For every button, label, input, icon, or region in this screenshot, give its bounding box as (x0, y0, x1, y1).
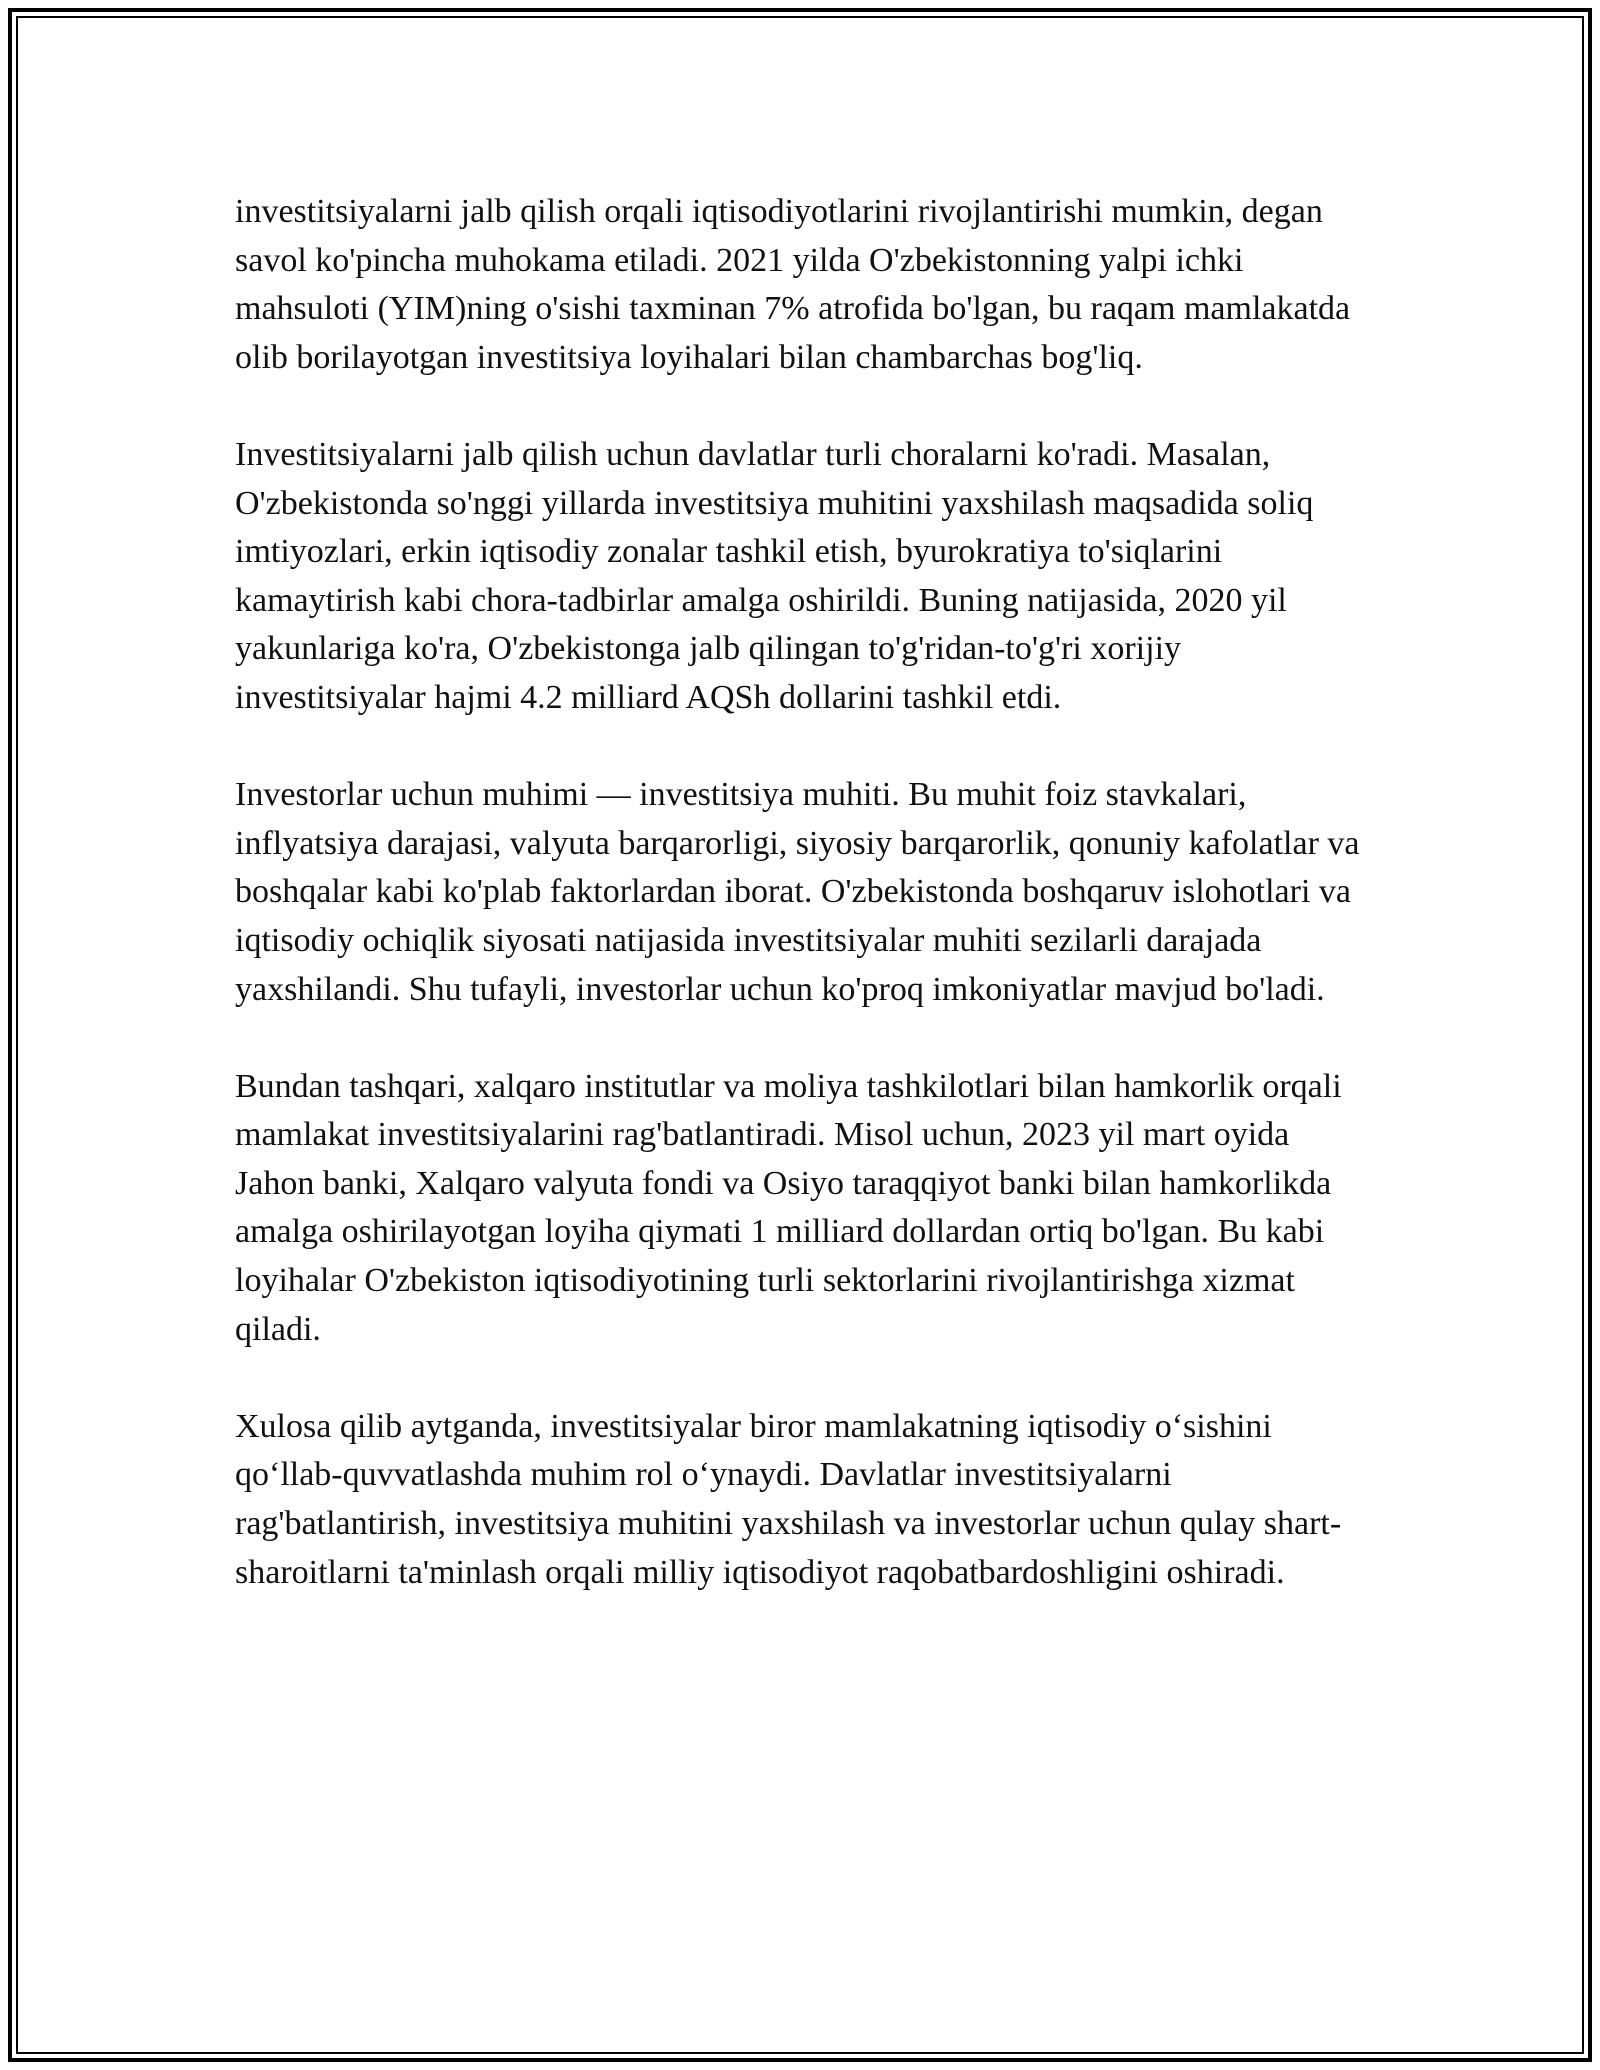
paragraph-4: Bundan tashqari, xalqaro institutlar va moliya tashkilotlari bilan hamkorlik orqali mamlakat investitsiyalarini rag'batlantiradi. Misol uchun, 2023 yil mart oyida Jahon banki, Xalqaro valyuta fondi va Osiyo taraqqiyot banki bilan hamkorlikda amalga oshirilayotgan loyiha qiymati 1 milliard dollardan ortiq bo'lgan. Bu kabi loyihalar O'zbekiston iqtisodiyotining turli sektorlarini rivojlantirishga xizmat qiladi. (235, 1067, 1342, 1348)
paragraph-2: Investitsiyalarni jalb qilish uchun davlatlar turli choralarni ko'radi. Masalan, O'zbekistonda so'nggi yillarda investitsiya muhitini yaxshilash maqsadida soliq imtiyozlari, erkin iqtisodiy zonalar tashkil etish, byurokratiya to'siqlarini kamaytirish kabi chora-tadbirlar amalga oshirildi. Buning natijasida, 2020 yil yakunlariga ko'ra, O'zbekistonga jalb qilingan to'g'ridan-to'g'ri xorijiy investitsiyalar hajmi 4.2 milliard AQSh dollarini tashkil etdi. (235, 435, 1314, 716)
document-body (235, 188, 1370, 1646)
paragraph-1: investitsiyalarni jalb qilish orqali iqtisodiyotlarini rivojlantirishi mumkin, degan savol ko'pincha muhokama etiladi. 2021 yilda O'zbekistonning yalpi ichki mahsuloti (YIM)ning o'sishi taxminan 7% atrofida bo'lgan, bu raqam mamlakatda olib borilayotgan investitsiya loyihalari bilan chambarchas bog'liq. (235, 193, 1351, 376)
paragraph-5: Xulosa qilib aytganda, investitsiyalar biror mamlakatning iqtisodiy o‘sishini qo‘llab-quvvatlashda muhim rol o‘ynaydi. Davlatlar investitsiyalarni rag'batlantirish, investitsiya muhitini yaxshilash va investorlar uchun qulay shart-sharoitlarni ta'minlash orqali milliy iqtisodiyot raqobatbardoshligini oshiradi. (235, 1407, 1342, 1591)
paragraph-3: Investorlar uchun muhimi — investitsiya muhiti. Bu muhit foiz stavkalari, inflyatsiya darajasi, valyuta barqarorligi, siyosiy barqarorlik, qonuniy kafolatlar va boshqalar kabi ko'plab faktorlardan iborat. O'zbekistonda boshqaruv islohotlari va iqtisodiy ochiqlik siyosati natijasida investitsiyalar muhiti sezilarli darajada yaxshilandi. Shu tufayli, investorlar uchun ko'proq imkoniyatlar mavjud bo'ladi. (235, 776, 1360, 1008)
